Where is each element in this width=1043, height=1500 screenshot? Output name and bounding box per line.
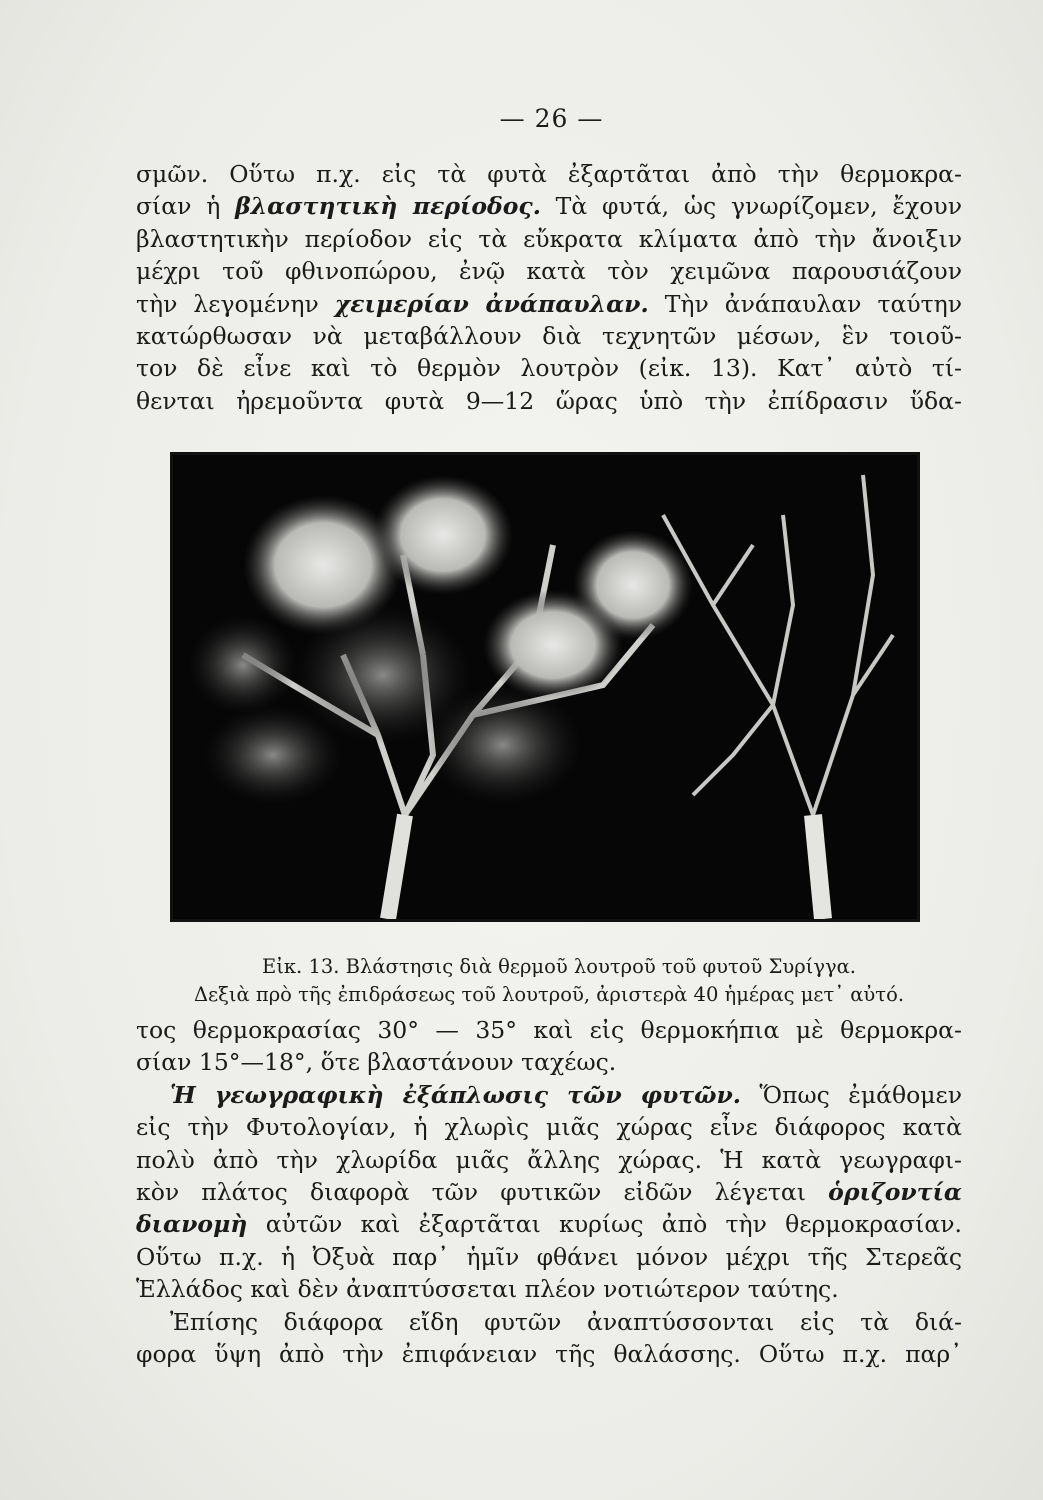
text-line: μέχρι τοῦ φθινοπώρου, ἐνῷ κατὰ τὸν χειμῶνα παρουσιάζουν xyxy=(136,257,962,286)
text-line: Οὕτω π.χ. ἡ Ὀξυὰ παρ᾽ ἡμῖν φθάνει μόνον μέχρι τῆς Στερεᾶς xyxy=(136,1242,962,1271)
text-line: εἰς τὴν Φυτολογίαν, ἡ χλωρὶς μιᾶς χώρας εἶνε διάφορος κατὰ xyxy=(136,1113,962,1142)
term-horizontal: ὁριζοντία xyxy=(828,1178,962,1207)
text-line: σίαν ἡ βλαστητικὴ περίοδος. Τὰ φυτά, ὡς γνωρίζομεν, ἔχουν xyxy=(136,192,962,221)
text-line: κὸν πλάτος διαφορὰ τῶν φυτικῶν εἰδῶν λέγεται ὁριζοντία xyxy=(136,1178,962,1207)
paragraph-1 xyxy=(136,158,962,417)
page-number: — 26 — xyxy=(499,104,604,133)
term-winter-rest: χειμερίαν ἀνάπαυλαν. xyxy=(334,289,649,318)
text-line: τος θερμοκρασίας 30° — 35° καὶ εἰς θερμοκήπια μὲ θερμοκρα- xyxy=(136,1016,962,1044)
text-line: φορα ὕψη ἀπὸ τὴν ἐπιφάνειαν τῆς θαλάσσης. Οὕτω π.χ. παρ᾽ xyxy=(136,1340,962,1369)
term-distribution: διανομὴ xyxy=(136,1210,248,1239)
figure-lilac-photo xyxy=(170,452,920,922)
figure-caption-line-1: Εἰκ. 13. Βλάστησις διὰ θερμοῦ λουτροῦ τοῦ φυτοῦ Συρίγγα. xyxy=(261,955,856,978)
text-line: τὴν λεγομένην χειμερίαν ἀνάπαυλαν. Τὴν ἀνάπαυλαν ταύτην xyxy=(136,289,962,318)
term-vegetative-period: βλαστητικὴ περίοδος. xyxy=(235,192,541,221)
text-line: σμῶν. Οὕτω π.χ. εἰς τὰ φυτὰ ἐξαρτᾶται ἀπὸ τὴν θερμοκρα- xyxy=(136,160,962,188)
text-line: πολὺ ἀπὸ τὴν χλωρίδα μιᾶς ἄλλης χώρας. Ἡ κατὰ γεωγραφι- xyxy=(136,1145,962,1174)
text-line: Ἡ γεωγραφικὴ ἐξάπλωσις τῶν φυτῶν. Ὅπως ἐμάθομεν xyxy=(170,1080,962,1109)
photo-illustration xyxy=(173,455,917,919)
text-line: κατώρθωσαν νὰ μεταβάλλουν διὰ τεχνητῶν μέσων, ἓν τοιοῦ- xyxy=(136,322,962,351)
text-line: θενται ἠρεμοῦντα φυτὰ 9—12 ὥρας ὑπὸ τὴν ἐπίδρασιν ὕδα- xyxy=(136,386,962,415)
heading-geographic-distribution: Ἡ γεωγραφικὴ ἐξάπλωσις τῶν φυτῶν. xyxy=(170,1080,741,1109)
text-line: Ἐπίσης διάφορα εἴδη φυτῶν ἀναπτύσσονται εἰς τὰ διά- xyxy=(170,1307,962,1336)
text-line: σίαν 15°—18°, ὅτε βλαστάνουν ταχέως. xyxy=(136,1048,617,1077)
text-line: τον δὲ εἶνε καὶ τὸ θερμὸν λουτρὸν (εἰκ. 13). Κατ᾽ αὐτὸ τί- xyxy=(136,354,962,383)
text-line: βλαστητικὴν περίοδον εἰς τὰ εὔκρατα κλίματα ἀπὸ τὴν ἄνοιξιν xyxy=(136,224,962,253)
text-line: διανομὴ αὐτῶν καὶ ἐξαρτᾶται κυρίως ἀπὸ τὴν θερμοκρασίαν. xyxy=(136,1210,962,1239)
figure-caption-line-2: Δεξιὰ πρὸ τῆς ἐπιδράσεως τοῦ λουτροῦ, ἀριστερὰ 40 ἡμέρας μετ᾽ αὐτό. xyxy=(193,983,905,1006)
text-line: Ἑλλάδος καὶ δὲν ἀναπτύσσεται πλέον νοτιώτερον ταύτης. xyxy=(136,1275,839,1304)
paragraph-2 xyxy=(136,1014,962,1370)
